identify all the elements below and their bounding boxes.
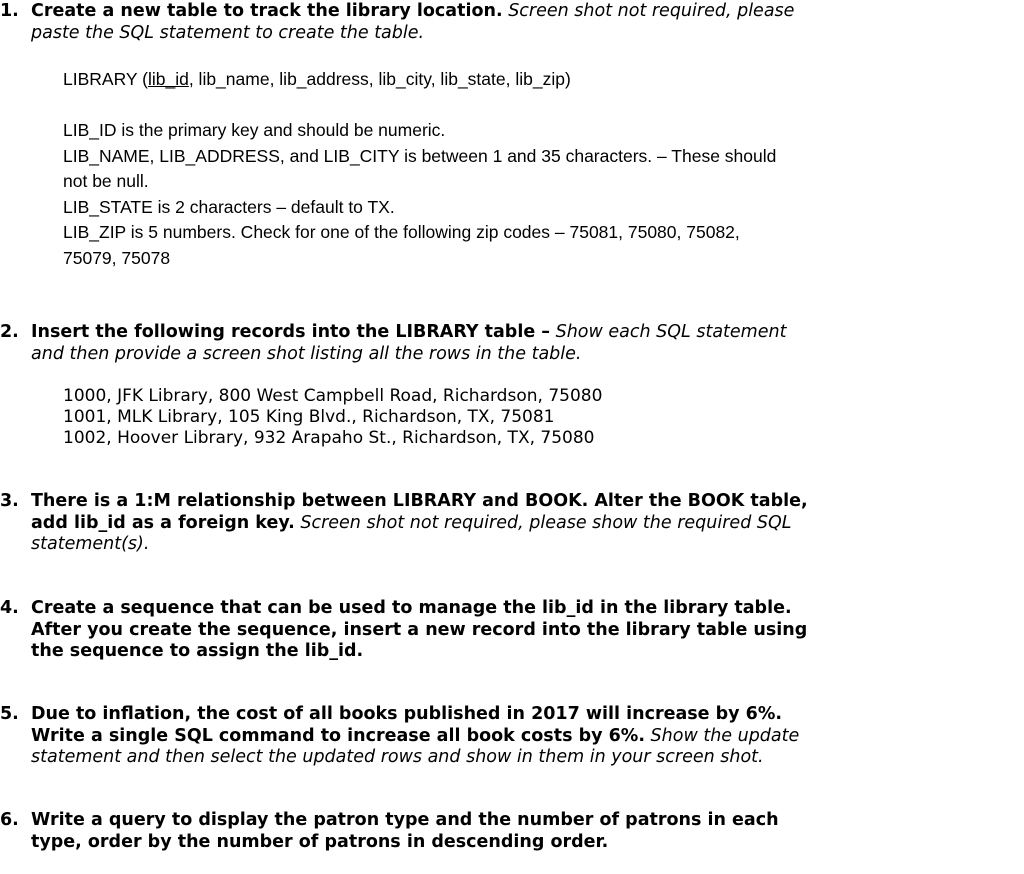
question-3 [0, 491, 1000, 556]
record-line: 1002, Hoover Library, 932 Arapaho St., Richardson, TX, 75080 [63, 428, 595, 448]
question-number: 1. [0, 1, 19, 21]
rule-line: LIB_ZIP is 5 numbers. Check for one of the following zip codes – 75081, 75080, 75082, [63, 222, 740, 242]
question-title-cont: Write a single SQL command to increase all book costs by 6%. [31, 725, 645, 746]
question-title-cont: type, order by the number of patrons in descending order. [31, 831, 609, 852]
question-title: Create a sequence that can be used to manage the lib_id in the library table. [31, 598, 792, 618]
rule-line: LIB_STATE is 2 characters – default to TX. [63, 196, 395, 217]
question-title-cont: the sequence to assign the lib_id. [31, 641, 364, 661]
question-note-cont: statement and then select the updated rows and show in them in your screen shot. [31, 747, 764, 767]
record-list [63, 386, 602, 449]
question-title: Insert the following records into the LIBRARY table – [31, 322, 551, 342]
question-6 [0, 810, 1000, 853]
question-title: Write a query to display the patron type and the number of patrons in each [31, 810, 779, 830]
question-title-cont: add lib_id as a foreign key. [31, 512, 295, 533]
record-line: 1001, MLK Library, 105 King Blvd., Richardson, TX, 75081 [63, 407, 555, 427]
question-title: Create a new table to track the library location. [31, 1, 503, 21]
rule-line: LIB_NAME, LIB_ADDRESS, and LIB_CITY is between 1 and 35 characters. – These should [63, 145, 777, 166]
question-note: Show the update [650, 725, 800, 746]
question-title: Due to inflation, the cost of all books published in 2017 will increase by 6%. [31, 704, 783, 724]
question-number: 6. [0, 810, 19, 830]
question-title-cont: After you create the sequence, insert a new record into the library table using [31, 619, 808, 640]
library-schema [63, 67, 571, 93]
question-1 [0, 1, 1000, 44]
question-number: 5. [0, 704, 19, 724]
schema-primary-key: lib_id [147, 69, 189, 89]
rule-line: 75079, 75078 [63, 247, 171, 268]
record-line: 1000, JFK Library, 800 West Campbell Road, Richardson, 75080 [63, 386, 603, 406]
rule-line: LIB_ID is the primary key and should be numeric. [63, 120, 446, 140]
question-number: 3. [0, 491, 19, 511]
schema-prefix: LIBRARY ( [63, 69, 148, 89]
question-title: There is a 1:M relationship between LIBRARY and BOOK. Alter the BOOK table, [31, 491, 808, 511]
column-rules [63, 118, 776, 271]
question-note: Screen shot not required, please show the required SQL [300, 512, 792, 533]
schema-columns: , lib_name, lib_address, lib_city, lib_state, lib_zip) [188, 69, 571, 89]
question-note-cont: paste the SQL statement to create the table. [31, 22, 425, 43]
question-note-cont: and then provide a screen shot listing all the rows in the table. [31, 343, 582, 364]
question-note: Show each SQL statement [555, 322, 787, 342]
question-number: 4. [0, 598, 19, 618]
question-note-cont: statement(s). [31, 534, 150, 554]
question-5 [0, 704, 1000, 769]
question-4 [0, 598, 1000, 663]
question-2 [0, 322, 1000, 365]
question-number: 2. [0, 322, 19, 342]
question-note: Screen shot not required, please [508, 1, 795, 21]
rule-line: not be null. [63, 171, 149, 191]
